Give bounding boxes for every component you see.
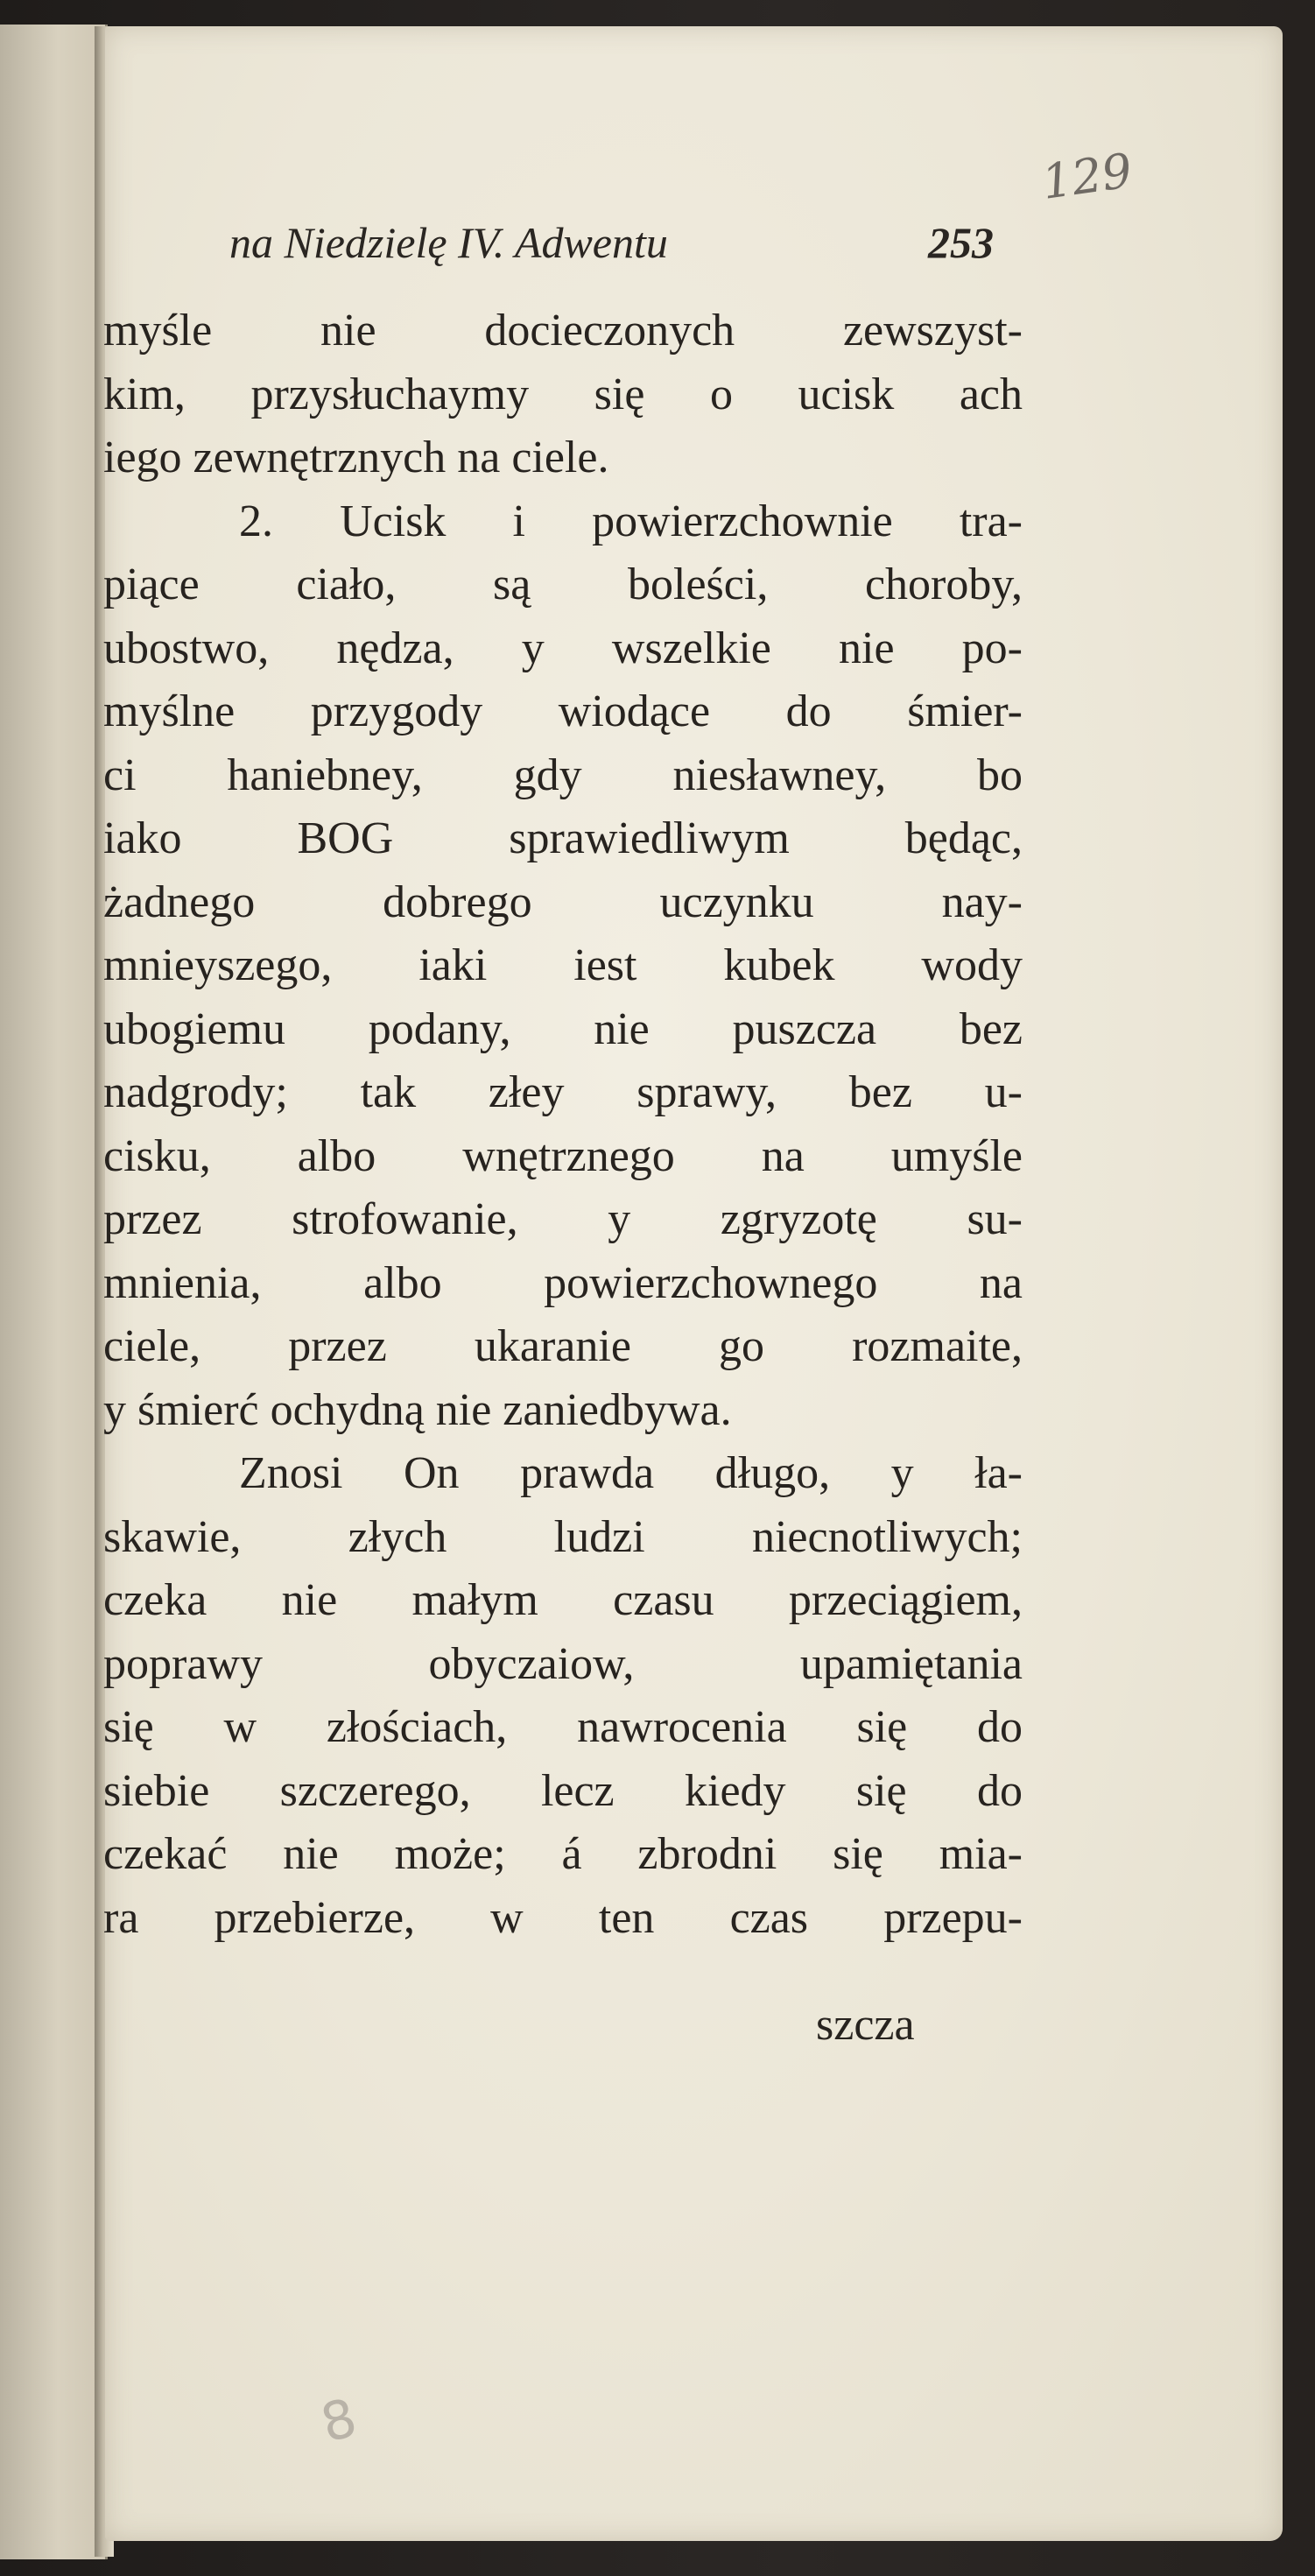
text-line: ubogiemu podany, nie puszcza bez xyxy=(103,1003,1023,1054)
text-line: ci haniebney, gdy niesławney, bo xyxy=(103,750,1023,800)
text-line: czekać nie może; á zbrodni się mia- xyxy=(103,1829,1023,1879)
catchword: szcza xyxy=(816,2000,915,2050)
handwritten-folio-number: 129 xyxy=(1038,143,1136,210)
text-line: mnienia, albo powierzchownego na xyxy=(103,1257,1023,1308)
text-line: poprawy obyczaiow, upamiętania xyxy=(103,1638,1023,1689)
text-line: skawie, złych ludzi niecnotliwych; xyxy=(103,1511,1023,1562)
text-line: 2. Ucisk i powierzchownie tra- xyxy=(239,496,1023,546)
text-line: żadnego dobrego uczynku nay- xyxy=(103,876,1023,927)
text-line: ra przebierze, w ten czas przepu- xyxy=(103,1892,1023,1943)
text-line: ubostwo, nędza, y wszelkie nie po- xyxy=(103,623,1023,673)
running-head-title: na Niedzielę IV. Adwentu xyxy=(229,218,668,267)
text-line: cisku, albo wnętrznego na umyśle xyxy=(103,1130,1023,1181)
body-text xyxy=(103,299,1023,1950)
text-line: czeka nie małym czasu przeciągiem, xyxy=(103,1575,1023,1625)
text-line: kim, przysłuchaymy się o ucisk ach xyxy=(103,369,1023,419)
text-line: mnieyszego, iaki iest kubek wody xyxy=(103,940,1023,990)
text-line: przez strofowanie, y zgryzotę su- xyxy=(103,1194,1023,1244)
text-line: Znosi On prawda długo, y ła- xyxy=(239,1448,1023,1498)
running-head xyxy=(229,217,1105,278)
pencil-mark: 8 xyxy=(314,2387,363,2455)
text-line: myślne przygody wiodące do śmier- xyxy=(103,686,1023,736)
page-number: 253 xyxy=(928,218,994,267)
text-line: iako BOG sprawiedliwym będąc, xyxy=(103,813,1023,863)
text-line: się w złościach, nawrocenia się do xyxy=(103,1702,1023,1752)
text-line: piące ciało, są boleści, choroby, xyxy=(103,560,1023,609)
text-line: myśle nie docieczonych zewszyst- xyxy=(103,306,1023,355)
text-line: ciele, przez ukaranie go rozmaite, xyxy=(103,1321,1023,1371)
text-line: iego zewnętrznych na ciele. xyxy=(103,433,609,482)
text-line: siebie szczerego, lecz kiedy się do xyxy=(103,1765,1023,1816)
text-line: y śmierć ochydną nie zaniedbywa. xyxy=(103,1384,732,1435)
previous-page-edge xyxy=(0,25,108,2559)
text-line: nadgrody; tak złey sprawy, bez u- xyxy=(103,1067,1023,1117)
